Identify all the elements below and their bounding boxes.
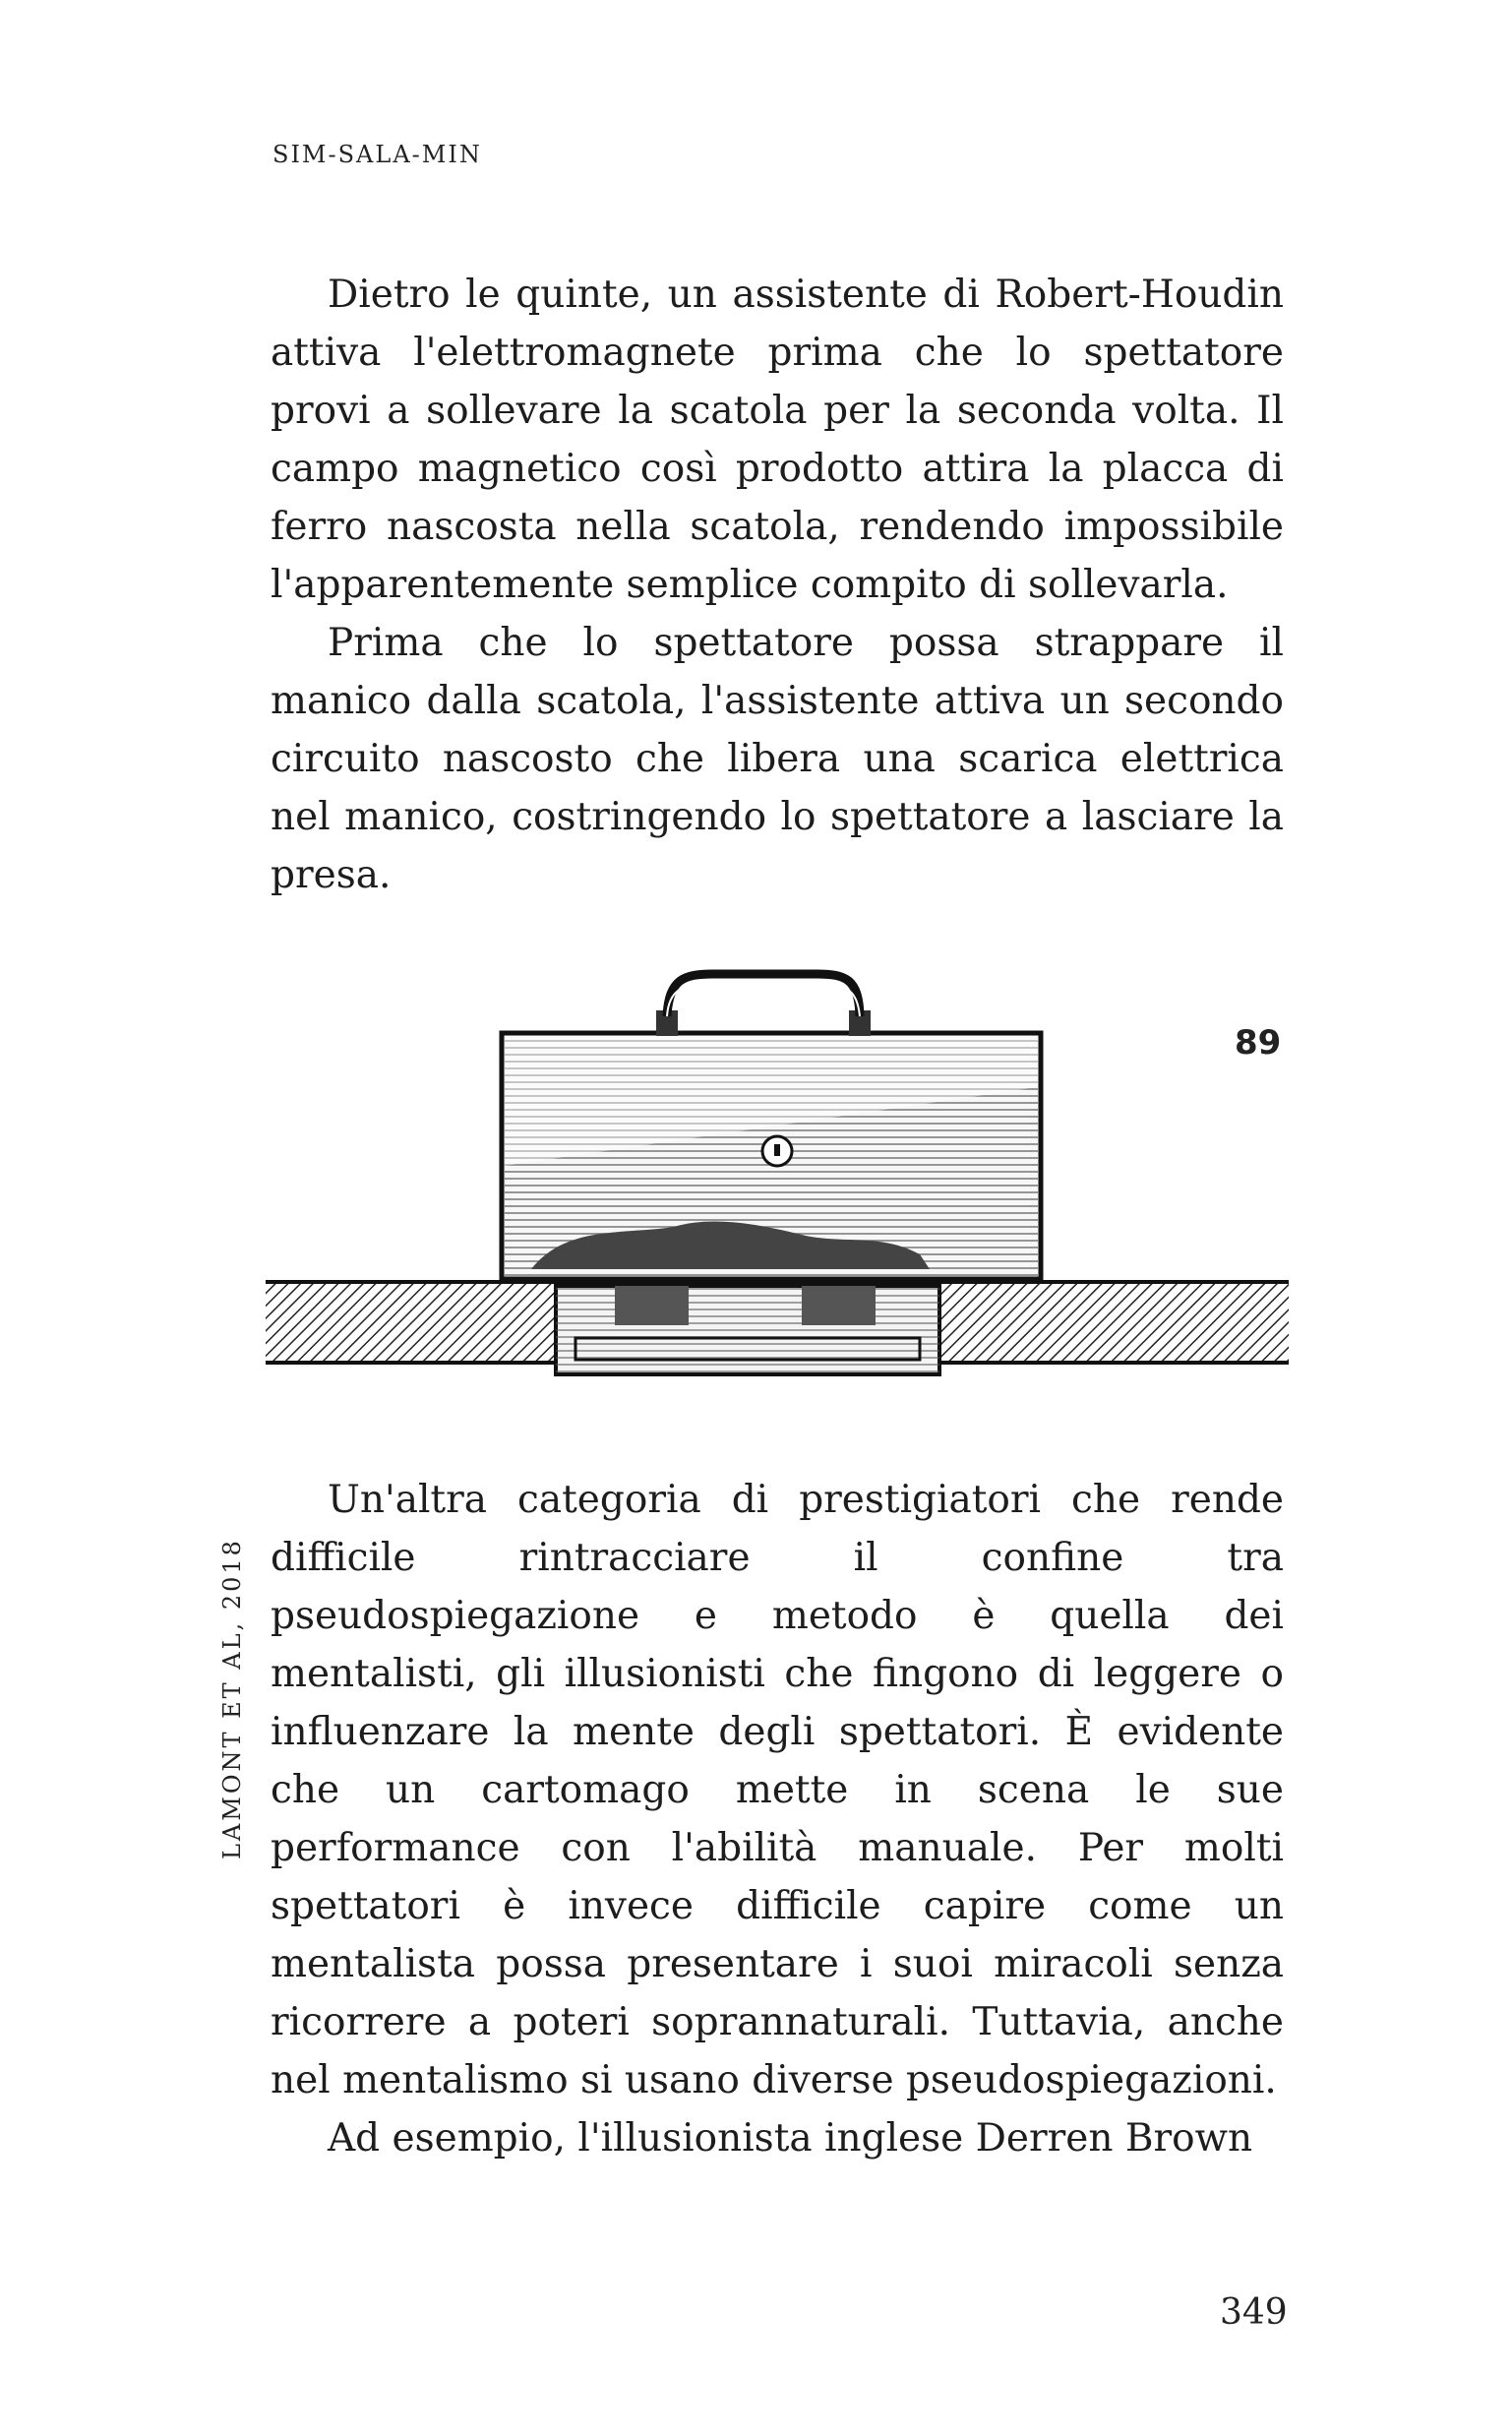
paragraph: Un'altra categoria di prestigiatori che rende difficile rintracciare il confine tra pseudospiegazione e metodo è quella dei mentalisti, gli illusionisti che fingono di leggere o influenzare la mente degli spettatori. È evidente che un cartomago mette in scena le sue performance con l'abilità manuale. Per molti spettatori è invece difficile capire come un mentalista possa presentare i suoi miracoli senza ricorrere a poteri soprannaturali. Tuttavia, anche nel mentalismo si usano diverse pseudospiegazioni.: [271, 1478, 1284, 2102]
running-title: SIM-SALA-MIN: [272, 141, 482, 168]
paragraph: Dietro le quinte, un assistente di Robert-Houdin attiva l'elettromagnete prima che lo spettatore provi a sollevare la scatola per la seconda volta. Il campo magnetico così prodotto attira la placca di ferro nascosta nella scatola, rendendo impossibile l'apparentemente semplice compito di sollevarla.: [271, 273, 1284, 607]
figure-number: 89: [1235, 1023, 1282, 1063]
paragraph: Prima che lo spettatore possa strappare il manico dalla scatola, l'assistente attiva un secondo circuito nascosto che libera una scarica elettrica nel manico, costringendo lo spettatore a lasciare la presa.: [271, 621, 1284, 897]
paragraph: Ad esempio, l'illusionista inglese Derren Brown: [328, 2116, 1253, 2161]
citation-margin-note: LAMONT ET AL, 2018: [218, 1538, 246, 1859]
text-block-top: [271, 266, 1284, 904]
handle: [667, 974, 860, 1016]
text-block-bottom: [271, 1471, 1284, 2167]
box-illustration: [251, 969, 1313, 1397]
page-number: 349: [1220, 2292, 1288, 2333]
